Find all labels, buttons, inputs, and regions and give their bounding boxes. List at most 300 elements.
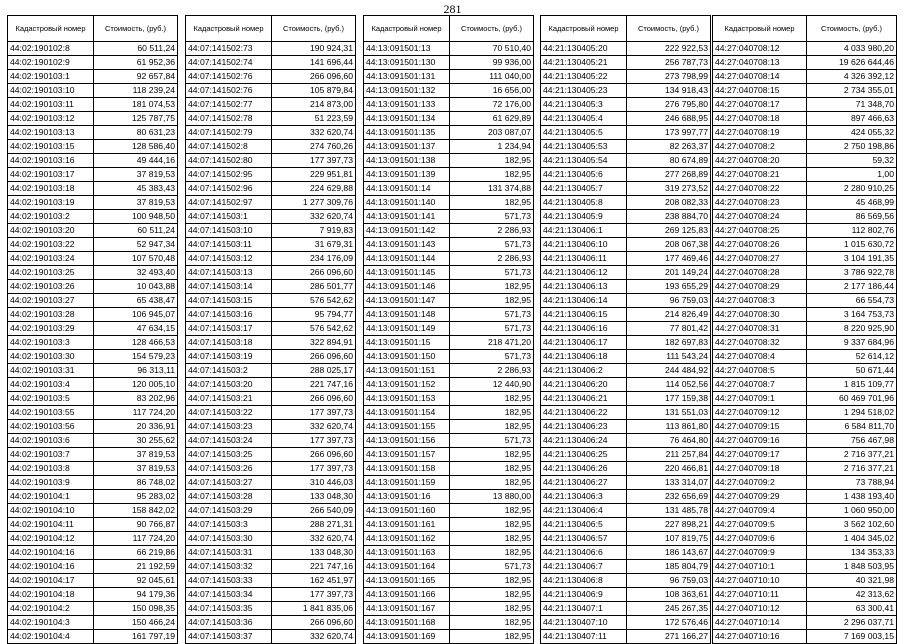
cadastral-number-cell: 44:13:091501:15: [364, 336, 450, 350]
cost-cell: 8 220 925,90: [807, 322, 897, 336]
cost-cell: 182,95: [450, 392, 534, 406]
table-row: [364, 602, 534, 616]
cost-cell: 274 760,26: [272, 140, 356, 154]
table-row: [541, 560, 711, 574]
table-row: [713, 154, 897, 168]
table-row: [186, 182, 356, 196]
table-row: [364, 168, 534, 182]
cadastral-number-cell: 44:07:141503:28: [186, 490, 272, 504]
table-row: [364, 490, 534, 504]
cadastral-number-cell: 44:07:141503:2: [186, 364, 272, 378]
table-row: [541, 154, 711, 168]
cost-cell: 37 819,53: [94, 168, 178, 182]
cost-cell: 105 879,84: [272, 84, 356, 98]
cost-cell: 186 143,67: [627, 546, 711, 560]
cadastral-number-cell: 44:21:130405:23: [541, 84, 627, 98]
cadastral-number-cell: 44:21:130407:11: [541, 630, 627, 644]
cadastral-number-cell: 44:13:091501:147: [364, 294, 450, 308]
header-row: [713, 16, 897, 42]
table-row: [713, 602, 897, 616]
cadastral-number-cell: 44:07:141503:10: [186, 224, 272, 238]
table-row: [541, 378, 711, 392]
cost-cell: 96 759,03: [627, 574, 711, 588]
cost-cell: 42 313,62: [807, 588, 897, 602]
cost-cell: 150 466,24: [94, 616, 178, 630]
cost-cell: 99 936,00: [450, 56, 534, 70]
cadastral-number-cell: 44:02:190103:20: [8, 224, 94, 238]
table-row: [364, 238, 534, 252]
cadastral-number-cell: 44:02:190103:8: [8, 462, 94, 476]
cadastral-number-cell: 44:07:141503:34: [186, 588, 272, 602]
cost-cell: 332 620,74: [272, 210, 356, 224]
cadastral-number-cell: 44:07:141502:80: [186, 154, 272, 168]
cadastral-number-cell: 44:07:141503:1: [186, 210, 272, 224]
cadastral-number-cell: 44:21:130406:18: [541, 350, 627, 364]
cost-cell: 182,95: [450, 294, 534, 308]
table-row: [364, 42, 534, 56]
cadastral-number-cell: 44:02:190103:31: [8, 364, 94, 378]
table-row: [8, 336, 178, 350]
cadastral-number-cell: 44:27:040708:23: [713, 196, 807, 210]
cadastral-number-cell: 44:07:141503:17: [186, 322, 272, 336]
cost-cell: 266 540,09: [272, 504, 356, 518]
cadastral-table: [363, 15, 534, 644]
table-row: [713, 574, 897, 588]
header-cadastral-number: Кадастровый номер: [186, 16, 272, 42]
cadastral-number-cell: 44:02:190104:11: [8, 518, 94, 532]
cost-cell: 112 802,76: [807, 224, 897, 238]
cost-cell: 177 159,38: [627, 392, 711, 406]
table-row: [713, 126, 897, 140]
table-row: [186, 210, 356, 224]
table-row: [541, 434, 711, 448]
cost-cell: 201 149,24: [627, 266, 711, 280]
cost-cell: 2 286,93: [450, 364, 534, 378]
header-cost: Стоимость, (руб.): [450, 16, 534, 42]
cadastral-number-cell: 44:07:141503:30: [186, 532, 272, 546]
cost-cell: 20 336,91: [94, 420, 178, 434]
cost-cell: 61 629,89: [450, 112, 534, 126]
cost-cell: 185 804,79: [627, 560, 711, 574]
cost-cell: 208 067,38: [627, 238, 711, 252]
table-row: [8, 112, 178, 126]
cadastral-number-cell: 44:27:040709:18: [713, 462, 807, 476]
cost-cell: 190 924,31: [272, 42, 356, 56]
table-row: [541, 616, 711, 630]
cadastral-number-cell: 44:02:190104:2: [8, 602, 94, 616]
cost-cell: 6 584 811,70: [807, 420, 897, 434]
table-row: [713, 420, 897, 434]
cadastral-number-cell: 44:02:190103:26: [8, 280, 94, 294]
cadastral-number-cell: 44:07:141503:19: [186, 350, 272, 364]
cadastral-number-cell: 44:13:091501:16: [364, 490, 450, 504]
cadastral-number-cell: 44:27:040708:7: [713, 378, 807, 392]
cadastral-number-cell: 44:02:190103:2: [8, 210, 94, 224]
table-row: [541, 182, 711, 196]
table-row: [186, 224, 356, 238]
cadastral-number-cell: 44:21:130406:14: [541, 294, 627, 308]
cadastral-number-cell: 44:02:190103:17: [8, 168, 94, 182]
cadastral-number-cell: 44:27:040709:12: [713, 406, 807, 420]
cadastral-number-cell: 44:27:040709:9: [713, 546, 807, 560]
table-row: [713, 560, 897, 574]
cost-cell: 128 466,53: [94, 336, 178, 350]
cadastral-number-cell: 44:21:130405:3: [541, 98, 627, 112]
cost-cell: 571,73: [450, 308, 534, 322]
cost-cell: 71 348,70: [807, 98, 897, 112]
table-row: [364, 448, 534, 462]
cadastral-number-cell: 44:13:091501:14: [364, 182, 450, 196]
table-row: [364, 294, 534, 308]
cost-cell: 571,73: [450, 238, 534, 252]
cadastral-number-cell: 44:21:130406:8: [541, 574, 627, 588]
cost-cell: 1 015 630,72: [807, 238, 897, 252]
cost-cell: 182,95: [450, 518, 534, 532]
cadastral-number-cell: 44:07:141503:22: [186, 406, 272, 420]
table-row: [541, 308, 711, 322]
cost-cell: 120 005,10: [94, 378, 178, 392]
cadastral-number-cell: 44:21:130406:21: [541, 392, 627, 406]
cadastral-number-cell: 44:21:130405:54: [541, 154, 627, 168]
cost-cell: 83 202,96: [94, 392, 178, 406]
table-row: [364, 378, 534, 392]
table-row: [186, 406, 356, 420]
cadastral-number-cell: 44:27:040709:1: [713, 392, 807, 406]
cadastral-number-cell: 44:13:091501:130: [364, 56, 450, 70]
cost-cell: 161 797,19: [94, 630, 178, 644]
cost-cell: 1,00: [807, 168, 897, 182]
cost-cell: 128 586,40: [94, 140, 178, 154]
cost-cell: 63 300,41: [807, 602, 897, 616]
table-row: [541, 322, 711, 336]
table-row: [8, 504, 178, 518]
table-row: [186, 280, 356, 294]
cost-cell: 32 493,40: [94, 266, 178, 280]
cost-cell: 218 471,20: [450, 336, 534, 350]
header-cost: Стоимость, (руб.): [272, 16, 356, 42]
cost-cell: 273 798,99: [627, 70, 711, 84]
table-row: [186, 602, 356, 616]
cadastral-number-cell: 44:07:141503:33: [186, 574, 272, 588]
cost-cell: 182,95: [450, 420, 534, 434]
table-row: [713, 532, 897, 546]
cost-cell: 52 947,34: [94, 238, 178, 252]
table-row: [8, 630, 178, 644]
cost-cell: 40 321,98: [807, 574, 897, 588]
cost-cell: 182,95: [450, 196, 534, 210]
cadastral-number-cell: 44:02:190103:11: [8, 98, 94, 112]
table-row: [713, 210, 897, 224]
table-row: [186, 322, 356, 336]
table-row: [541, 196, 711, 210]
cadastral-number-cell: 44:07:141502:74: [186, 56, 272, 70]
cost-cell: 131 485,78: [627, 504, 711, 518]
table-row: [541, 462, 711, 476]
cadastral-number-cell: 44:07:141503:27: [186, 476, 272, 490]
cadastral-number-cell: 44:27:040708:18: [713, 112, 807, 126]
header-cadastral-number: Кадастровый номер: [8, 16, 94, 42]
cadastral-number-cell: 44:21:130407:10: [541, 616, 627, 630]
cost-cell: 107 819,75: [627, 532, 711, 546]
cost-cell: 571,73: [450, 560, 534, 574]
cadastral-number-cell: 44:07:141502:78: [186, 112, 272, 126]
table-row: [186, 266, 356, 280]
cost-cell: 92 045,61: [94, 574, 178, 588]
cadastral-number-cell: 44:02:190104:3: [8, 616, 94, 630]
cost-cell: 2 286,93: [450, 224, 534, 238]
cadastral-number-cell: 44:07:141502:79: [186, 126, 272, 140]
cost-cell: 2 280 910,25: [807, 182, 897, 196]
cadastral-number-cell: 44:02:190103:28: [8, 308, 94, 322]
table-row: [8, 322, 178, 336]
cadastral-number-cell: 44:21:130406:57: [541, 532, 627, 546]
table-row: [8, 210, 178, 224]
cadastral-number-cell: 44:13:091501:142: [364, 224, 450, 238]
cost-cell: 214 873,00: [272, 98, 356, 112]
table-row: [713, 448, 897, 462]
table-row: [186, 140, 356, 154]
cadastral-number-cell: 44:07:141503:35: [186, 602, 272, 616]
table-row: [186, 574, 356, 588]
cost-cell: 322 894,91: [272, 336, 356, 350]
cadastral-number-cell: 44:21:130405:53: [541, 140, 627, 154]
table-row: [186, 238, 356, 252]
cadastral-number-cell: 44:13:091501:165: [364, 574, 450, 588]
cadastral-number-cell: 44:27:040709:15: [713, 420, 807, 434]
cost-cell: 133 048,30: [272, 546, 356, 560]
cadastral-number-cell: 44:02:190103:25: [8, 266, 94, 280]
cadastral-number-cell: 44:27:040710:16: [713, 630, 807, 644]
cadastral-number-cell: 44:21:130406:13: [541, 280, 627, 294]
cadastral-number-cell: 44:02:190103:9: [8, 476, 94, 490]
table-row: [541, 602, 711, 616]
cadastral-number-cell: 44:27:040708:14: [713, 70, 807, 84]
table-row: [364, 560, 534, 574]
table-row: [541, 126, 711, 140]
cost-cell: 73 788,94: [807, 476, 897, 490]
table-row: [186, 294, 356, 308]
cadastral-number-cell: 44:21:130406:2: [541, 364, 627, 378]
table-row: [8, 126, 178, 140]
cadastral-number-cell: 44:02:190103:22: [8, 238, 94, 252]
cadastral-number-cell: 44:27:040708:30: [713, 308, 807, 322]
table-row: [186, 112, 356, 126]
table-row: [8, 350, 178, 364]
table-row: [186, 448, 356, 462]
table-row: [8, 406, 178, 420]
cost-cell: 177 397,73: [272, 462, 356, 476]
cadastral-number-cell: 44:27:040709:2: [713, 476, 807, 490]
cost-cell: 70 510,40: [450, 42, 534, 56]
table-row: [186, 392, 356, 406]
table-row: [186, 588, 356, 602]
cost-cell: 244 484,92: [627, 364, 711, 378]
table-row: [541, 224, 711, 238]
table-row: [186, 98, 356, 112]
cadastral-number-cell: 44:27:040708:31: [713, 322, 807, 336]
table-row: [364, 70, 534, 84]
cadastral-number-cell: 44:02:190104:10: [8, 504, 94, 518]
cost-cell: 182,95: [450, 630, 534, 644]
cost-cell: 177 397,73: [272, 434, 356, 448]
cost-cell: 30 255,62: [94, 434, 178, 448]
table-row: [186, 168, 356, 182]
cadastral-number-cell: 44:21:130405:9: [541, 210, 627, 224]
cadastral-number-cell: 44:02:190104:18: [8, 588, 94, 602]
table-row: [8, 574, 178, 588]
cadastral-number-cell: 44:07:141502:95: [186, 168, 272, 182]
cost-cell: 4 326 392,12: [807, 70, 897, 84]
table-row: [186, 532, 356, 546]
cost-cell: 571,73: [450, 210, 534, 224]
cost-cell: 19 626 644,46: [807, 56, 897, 70]
cost-cell: 234 176,09: [272, 252, 356, 266]
cadastral-number-cell: 44:13:091501:166: [364, 588, 450, 602]
cadastral-number-cell: 44:13:091501:158: [364, 462, 450, 476]
cost-cell: 182,95: [450, 280, 534, 294]
cadastral-number-cell: 44:27:040710:12: [713, 602, 807, 616]
cadastral-number-cell: 44:21:130405:4: [541, 112, 627, 126]
cadastral-number-cell: 44:27:040708:12: [713, 42, 807, 56]
cadastral-number-cell: 44:02:190103:16: [8, 154, 94, 168]
table-row: [186, 518, 356, 532]
cost-cell: 286 501,77: [272, 280, 356, 294]
cadastral-number-cell: 44:27:040708:21: [713, 168, 807, 182]
cadastral-number-cell: 44:13:091501:131: [364, 70, 450, 84]
cost-cell: 1 815 109,77: [807, 378, 897, 392]
table-row: [364, 112, 534, 126]
cadastral-number-cell: 44:21:130406:22: [541, 406, 627, 420]
cadastral-number-cell: 44:13:091501:151: [364, 364, 450, 378]
cadastral-number-cell: 44:21:130406:27: [541, 476, 627, 490]
table-row: [186, 504, 356, 518]
table-row: [8, 560, 178, 574]
table-row: [186, 434, 356, 448]
cadastral-number-cell: 44:07:141502:77: [186, 98, 272, 112]
cost-cell: 49 444,16: [94, 154, 178, 168]
cadastral-number-cell: 44:21:130405:8: [541, 196, 627, 210]
cadastral-number-cell: 44:02:190103:15: [8, 140, 94, 154]
cadastral-number-cell: 44:07:141503:15: [186, 294, 272, 308]
cost-cell: 266 096,60: [272, 70, 356, 84]
cost-cell: 182,95: [450, 504, 534, 518]
cost-cell: 1 848 503,95: [807, 560, 897, 574]
table-row: [364, 574, 534, 588]
cadastral-number-cell: 44:27:040708:29: [713, 280, 807, 294]
table-row: [8, 448, 178, 462]
cost-cell: 133 314,07: [627, 476, 711, 490]
table-row: [364, 210, 534, 224]
cadastral-number-cell: 44:27:040708:25: [713, 224, 807, 238]
cadastral-number-cell: 44:07:141503:23: [186, 420, 272, 434]
table-row: [186, 308, 356, 322]
table-row: [713, 406, 897, 420]
cost-cell: 60 469 701,96: [807, 392, 897, 406]
cadastral-number-cell: 44:02:190103:13: [8, 126, 94, 140]
cadastral-number-cell: 44:02:190104:16: [8, 560, 94, 574]
table-row: [713, 196, 897, 210]
cost-cell: 2 716 377,21: [807, 448, 897, 462]
cost-cell: 60 511,24: [94, 42, 178, 56]
table-row: [713, 280, 897, 294]
table-row: [186, 616, 356, 630]
cadastral-number-cell: 44:02:190104:16: [8, 546, 94, 560]
cadastral-number-cell: 44:13:091501:156: [364, 434, 450, 448]
cadastral-number-cell: 44:02:190103:1: [8, 70, 94, 84]
cadastral-number-cell: 44:07:141502:97: [186, 196, 272, 210]
table-row: [713, 434, 897, 448]
cost-cell: 232 656,69: [627, 490, 711, 504]
cost-cell: 66 554,73: [807, 294, 897, 308]
table-row: [713, 518, 897, 532]
cost-cell: 134 918,43: [627, 84, 711, 98]
cadastral-number-cell: 44:02:190103:29: [8, 322, 94, 336]
cost-cell: 59,32: [807, 154, 897, 168]
cadastral-number-cell: 44:02:190104:4: [8, 630, 94, 644]
cost-cell: 182 697,83: [627, 336, 711, 350]
cadastral-number-cell: 44:13:091501:153: [364, 392, 450, 406]
table-row: [364, 532, 534, 546]
cost-cell: 60 511,24: [94, 224, 178, 238]
cadastral-number-cell: 44:13:091501:139: [364, 168, 450, 182]
cost-cell: 571,73: [450, 266, 534, 280]
cost-cell: 245 267,35: [627, 602, 711, 616]
table-row: [541, 588, 711, 602]
cadastral-number-cell: 44:13:091501:149: [364, 322, 450, 336]
table-row: [541, 140, 711, 154]
table-row: [541, 392, 711, 406]
table-row: [364, 308, 534, 322]
table-row: [364, 56, 534, 70]
table-row: [364, 392, 534, 406]
cadastral-number-cell: 44:13:091501:157: [364, 448, 450, 462]
cost-cell: 65 438,47: [94, 294, 178, 308]
cadastral-number-cell: 44:02:190104:1: [8, 490, 94, 504]
table-row: [713, 224, 897, 238]
table-row: [8, 434, 178, 448]
cost-cell: 238 884,70: [627, 210, 711, 224]
cost-cell: 266 096,60: [272, 448, 356, 462]
table-row: [8, 462, 178, 476]
cadastral-number-cell: 44:07:141503:20: [186, 378, 272, 392]
cadastral-number-cell: 44:13:091501:148: [364, 308, 450, 322]
cadastral-number-cell: 44:02:190103:7: [8, 448, 94, 462]
cost-cell: 277 268,89: [627, 168, 711, 182]
table-row: [364, 504, 534, 518]
cadastral-number-cell: 44:02:190103:55: [8, 406, 94, 420]
cadastral-number-cell: 44:27:040708:17: [713, 98, 807, 112]
cost-cell: 271 166,27: [627, 630, 711, 644]
cost-cell: 96 313,11: [94, 364, 178, 378]
table-row: [713, 546, 897, 560]
cadastral-number-cell: 44:13:091501:135: [364, 126, 450, 140]
cadastral-number-cell: 44:07:141502:96: [186, 182, 272, 196]
table-row: [8, 616, 178, 630]
cadastral-number-cell: 44:21:130405:5: [541, 126, 627, 140]
cadastral-number-cell: 44:27:040709:16: [713, 434, 807, 448]
cost-cell: 76 464,80: [627, 434, 711, 448]
table-row: [713, 112, 897, 126]
cadastral-number-cell: 44:21:130407:1: [541, 602, 627, 616]
table-row: [364, 140, 534, 154]
cost-cell: 246 688,95: [627, 112, 711, 126]
cadastral-number-cell: 44:07:141503:16: [186, 308, 272, 322]
table-row: [541, 504, 711, 518]
cost-cell: 181 074,53: [94, 98, 178, 112]
table-row: [186, 378, 356, 392]
table-row: [541, 294, 711, 308]
cadastral-number-cell: 44:07:141503:36: [186, 616, 272, 630]
